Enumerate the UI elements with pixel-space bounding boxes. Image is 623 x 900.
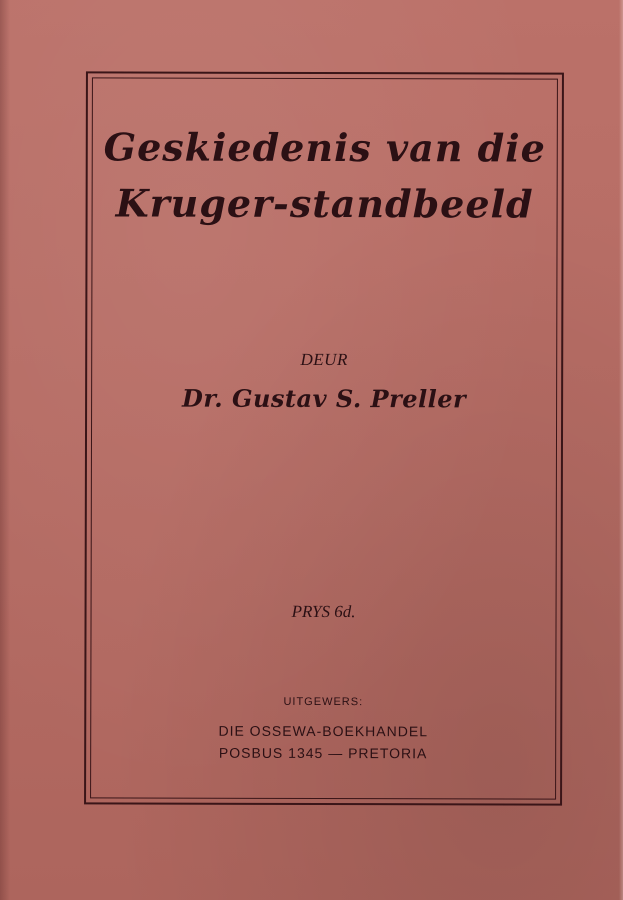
author-name: Dr. Gustav S. Preller [181, 383, 467, 414]
book-title [100, 119, 550, 232]
publisher-label: UITGEWERS: [283, 695, 364, 709]
title-line-1: Geskiedenis van die [103, 124, 546, 171]
publisher-name: DIE OSSEWA-BOEKHANDEL [218, 722, 429, 740]
byline-prefix: DEUR [300, 349, 348, 370]
publisher-block [86, 695, 560, 764]
page-edge [619, 0, 623, 900]
title-line-2: Kruger-standbeeld [115, 180, 534, 227]
cover-frame [84, 71, 564, 805]
publisher-address: POSBUS 1345 — PRETORIA [218, 744, 428, 762]
price-label: PRYS 6d. [291, 601, 356, 622]
spine-shadow [0, 0, 10, 900]
